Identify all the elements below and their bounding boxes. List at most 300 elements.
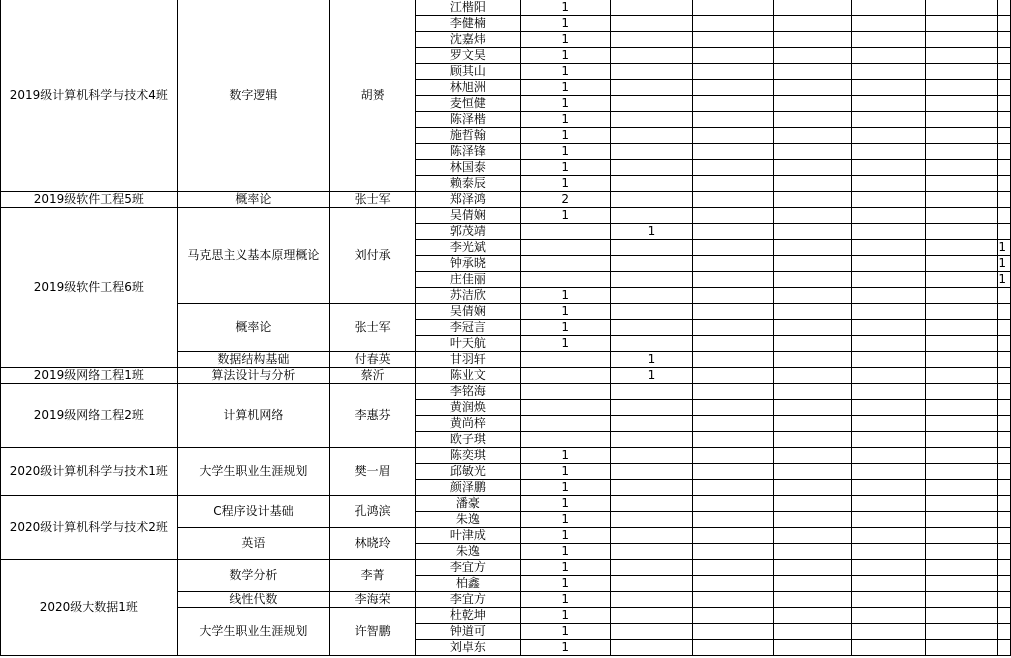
class-cell[interactable]: 2019级网络工程1班 bbox=[1, 368, 178, 384]
count-cell[interactable] bbox=[693, 480, 774, 496]
count-cell[interactable]: 1 bbox=[520, 304, 610, 320]
student-name-cell[interactable]: 叶天航 bbox=[416, 336, 520, 352]
count-cell[interactable] bbox=[998, 528, 1011, 544]
count-cell[interactable] bbox=[610, 624, 692, 640]
count-cell[interactable] bbox=[693, 256, 774, 272]
count-cell[interactable] bbox=[925, 64, 997, 80]
count-cell[interactable] bbox=[851, 400, 925, 416]
count-cell[interactable] bbox=[774, 368, 851, 384]
count-cell[interactable] bbox=[610, 608, 692, 624]
count-cell[interactable] bbox=[774, 272, 851, 288]
course-cell[interactable]: 大学生职业生涯规划 bbox=[177, 448, 330, 496]
count-cell[interactable] bbox=[610, 48, 692, 64]
student-name-cell[interactable]: 陈奕琪 bbox=[416, 448, 520, 464]
count-cell[interactable] bbox=[693, 0, 774, 16]
student-name-cell[interactable]: 林旭洲 bbox=[416, 80, 520, 96]
count-cell[interactable] bbox=[610, 400, 692, 416]
count-cell[interactable] bbox=[851, 496, 925, 512]
count-cell[interactable] bbox=[520, 368, 610, 384]
course-cell[interactable]: 线性代数 bbox=[177, 592, 330, 608]
count-cell[interactable] bbox=[693, 80, 774, 96]
student-name-cell[interactable]: 钟道可 bbox=[416, 624, 520, 640]
class-cell[interactable]: 2020级大数据1班 bbox=[1, 560, 178, 656]
count-cell[interactable] bbox=[693, 96, 774, 112]
count-cell[interactable] bbox=[774, 144, 851, 160]
count-cell[interactable] bbox=[610, 96, 692, 112]
count-cell[interactable] bbox=[998, 544, 1011, 560]
count-cell[interactable] bbox=[774, 176, 851, 192]
count-cell[interactable] bbox=[693, 544, 774, 560]
count-cell[interactable] bbox=[925, 208, 997, 224]
teacher-cell[interactable]: 李菁 bbox=[330, 560, 416, 592]
count-cell[interactable] bbox=[610, 560, 692, 576]
count-cell[interactable] bbox=[998, 320, 1011, 336]
count-cell[interactable] bbox=[925, 128, 997, 144]
count-cell[interactable]: 1 bbox=[520, 208, 610, 224]
count-cell[interactable]: 1 bbox=[998, 256, 1011, 272]
count-cell[interactable] bbox=[774, 16, 851, 32]
count-cell[interactable] bbox=[610, 240, 692, 256]
count-cell[interactable] bbox=[925, 176, 997, 192]
count-cell[interactable] bbox=[925, 272, 997, 288]
count-cell[interactable] bbox=[998, 432, 1011, 448]
count-cell[interactable] bbox=[925, 608, 997, 624]
count-cell[interactable] bbox=[693, 528, 774, 544]
count-cell[interactable] bbox=[693, 304, 774, 320]
count-cell[interactable] bbox=[774, 64, 851, 80]
course-cell[interactable]: 数学分析 bbox=[177, 560, 330, 592]
count-cell[interactable] bbox=[851, 432, 925, 448]
count-cell[interactable] bbox=[693, 608, 774, 624]
class-cell[interactable]: 2019级软件工程5班 bbox=[1, 192, 178, 208]
count-cell[interactable] bbox=[925, 16, 997, 32]
count-cell[interactable] bbox=[925, 464, 997, 480]
student-name-cell[interactable]: 李健楠 bbox=[416, 16, 520, 32]
student-name-cell[interactable]: 甘羽轩 bbox=[416, 352, 520, 368]
count-cell[interactable]: 1 bbox=[520, 144, 610, 160]
count-cell[interactable] bbox=[774, 80, 851, 96]
count-cell[interactable] bbox=[851, 208, 925, 224]
count-cell[interactable] bbox=[774, 128, 851, 144]
count-cell[interactable]: 1 bbox=[520, 32, 610, 48]
count-cell[interactable]: 1 bbox=[520, 640, 610, 656]
student-name-cell[interactable]: 苏洁欣 bbox=[416, 288, 520, 304]
count-cell[interactable] bbox=[925, 336, 997, 352]
count-cell[interactable] bbox=[774, 432, 851, 448]
count-cell[interactable] bbox=[998, 352, 1011, 368]
count-cell[interactable] bbox=[774, 560, 851, 576]
count-cell[interactable] bbox=[774, 400, 851, 416]
count-cell[interactable] bbox=[774, 288, 851, 304]
count-cell[interactable] bbox=[851, 240, 925, 256]
student-name-cell[interactable]: 庄佳丽 bbox=[416, 272, 520, 288]
student-name-cell[interactable]: 潘豪 bbox=[416, 496, 520, 512]
student-name-cell[interactable]: 陈业文 bbox=[416, 368, 520, 384]
count-cell[interactable] bbox=[925, 0, 997, 16]
count-cell[interactable] bbox=[925, 416, 997, 432]
count-cell[interactable] bbox=[851, 144, 925, 160]
count-cell[interactable] bbox=[851, 48, 925, 64]
count-cell[interactable] bbox=[998, 400, 1011, 416]
count-cell[interactable] bbox=[610, 304, 692, 320]
count-cell[interactable] bbox=[851, 80, 925, 96]
count-cell[interactable] bbox=[520, 240, 610, 256]
count-cell[interactable] bbox=[693, 464, 774, 480]
count-cell[interactable] bbox=[998, 48, 1011, 64]
student-name-cell[interactable]: 刘卓东 bbox=[416, 640, 520, 656]
count-cell[interactable] bbox=[774, 48, 851, 64]
count-cell[interactable] bbox=[851, 256, 925, 272]
count-cell[interactable] bbox=[610, 288, 692, 304]
count-cell[interactable] bbox=[774, 384, 851, 400]
teacher-cell[interactable]: 张士军 bbox=[330, 304, 416, 352]
count-cell[interactable] bbox=[610, 464, 692, 480]
count-cell[interactable] bbox=[998, 64, 1011, 80]
count-cell[interactable] bbox=[925, 592, 997, 608]
count-cell[interactable]: 1 bbox=[520, 48, 610, 64]
count-cell[interactable] bbox=[520, 272, 610, 288]
count-cell[interactable] bbox=[610, 160, 692, 176]
course-cell[interactable]: 算法设计与分析 bbox=[177, 368, 330, 384]
count-cell[interactable] bbox=[520, 224, 610, 240]
count-cell[interactable]: 1 bbox=[520, 320, 610, 336]
count-cell[interactable] bbox=[693, 176, 774, 192]
student-name-cell[interactable]: 江楷阳 bbox=[416, 0, 520, 16]
count-cell[interactable] bbox=[693, 448, 774, 464]
count-cell[interactable] bbox=[520, 352, 610, 368]
count-cell[interactable] bbox=[520, 432, 610, 448]
count-cell[interactable] bbox=[851, 272, 925, 288]
count-cell[interactable] bbox=[693, 576, 774, 592]
course-cell[interactable]: 英语 bbox=[177, 528, 330, 560]
count-cell[interactable] bbox=[610, 336, 692, 352]
count-cell[interactable] bbox=[998, 112, 1011, 128]
count-cell[interactable] bbox=[998, 384, 1011, 400]
count-cell[interactable]: 1 bbox=[520, 288, 610, 304]
count-cell[interactable]: 1 bbox=[520, 128, 610, 144]
student-name-cell[interactable]: 柏鑫 bbox=[416, 576, 520, 592]
count-cell[interactable] bbox=[925, 576, 997, 592]
count-cell[interactable]: 1 bbox=[520, 496, 610, 512]
count-cell[interactable] bbox=[851, 288, 925, 304]
count-cell[interactable]: 2 bbox=[520, 192, 610, 208]
count-cell[interactable] bbox=[851, 128, 925, 144]
count-cell[interactable] bbox=[774, 512, 851, 528]
count-cell[interactable] bbox=[774, 224, 851, 240]
student-name-cell[interactable]: 陈泽楷 bbox=[416, 112, 520, 128]
teacher-cell[interactable]: 孔鸿滨 bbox=[330, 496, 416, 528]
count-cell[interactable] bbox=[774, 256, 851, 272]
teacher-cell[interactable]: 李海荣 bbox=[330, 592, 416, 608]
count-cell[interactable] bbox=[610, 64, 692, 80]
count-cell[interactable] bbox=[998, 624, 1011, 640]
count-cell[interactable] bbox=[851, 576, 925, 592]
count-cell[interactable] bbox=[610, 176, 692, 192]
count-cell[interactable]: 1 bbox=[520, 624, 610, 640]
count-cell[interactable] bbox=[851, 416, 925, 432]
count-cell[interactable]: 1 bbox=[520, 576, 610, 592]
count-cell[interactable] bbox=[851, 160, 925, 176]
student-name-cell[interactable]: 顾其山 bbox=[416, 64, 520, 80]
count-cell[interactable] bbox=[851, 96, 925, 112]
count-cell[interactable] bbox=[693, 432, 774, 448]
count-cell[interactable] bbox=[998, 80, 1011, 96]
teacher-cell[interactable]: 胡赟 bbox=[330, 0, 416, 192]
student-name-cell[interactable]: 麦恒健 bbox=[416, 96, 520, 112]
count-cell[interactable] bbox=[610, 192, 692, 208]
student-name-cell[interactable]: 李铭海 bbox=[416, 384, 520, 400]
count-cell[interactable] bbox=[693, 384, 774, 400]
count-cell[interactable] bbox=[610, 416, 692, 432]
count-cell[interactable] bbox=[998, 288, 1011, 304]
count-cell[interactable] bbox=[610, 16, 692, 32]
count-cell[interactable] bbox=[610, 640, 692, 656]
student-name-cell[interactable]: 施哲翰 bbox=[416, 128, 520, 144]
count-cell[interactable] bbox=[925, 368, 997, 384]
count-cell[interactable] bbox=[851, 448, 925, 464]
count-cell[interactable] bbox=[851, 304, 925, 320]
count-cell[interactable] bbox=[693, 320, 774, 336]
count-cell[interactable] bbox=[925, 512, 997, 528]
count-cell[interactable] bbox=[693, 416, 774, 432]
count-cell[interactable] bbox=[774, 208, 851, 224]
count-cell[interactable] bbox=[851, 112, 925, 128]
student-name-cell[interactable]: 罗文昊 bbox=[416, 48, 520, 64]
count-cell[interactable] bbox=[610, 112, 692, 128]
count-cell[interactable] bbox=[851, 176, 925, 192]
count-cell[interactable] bbox=[998, 368, 1011, 384]
count-cell[interactable] bbox=[774, 464, 851, 480]
count-cell[interactable] bbox=[851, 512, 925, 528]
count-cell[interactable] bbox=[693, 240, 774, 256]
count-cell[interactable] bbox=[610, 432, 692, 448]
count-cell[interactable] bbox=[925, 48, 997, 64]
count-cell[interactable] bbox=[998, 480, 1011, 496]
count-cell[interactable]: 1 bbox=[520, 0, 610, 16]
count-cell[interactable] bbox=[693, 272, 774, 288]
student-name-cell[interactable]: 钟承晓 bbox=[416, 256, 520, 272]
count-cell[interactable] bbox=[774, 576, 851, 592]
count-cell[interactable] bbox=[520, 400, 610, 416]
count-cell[interactable] bbox=[998, 160, 1011, 176]
count-cell[interactable] bbox=[998, 512, 1011, 528]
count-cell[interactable] bbox=[610, 496, 692, 512]
count-cell[interactable] bbox=[998, 144, 1011, 160]
count-cell[interactable] bbox=[925, 144, 997, 160]
count-cell[interactable] bbox=[610, 512, 692, 528]
student-name-cell[interactable]: 颜泽鹏 bbox=[416, 480, 520, 496]
count-cell[interactable] bbox=[693, 592, 774, 608]
count-cell[interactable] bbox=[774, 304, 851, 320]
student-name-cell[interactable]: 吴倩娴 bbox=[416, 304, 520, 320]
count-cell[interactable] bbox=[851, 528, 925, 544]
count-cell[interactable] bbox=[610, 80, 692, 96]
count-cell[interactable] bbox=[774, 544, 851, 560]
count-cell[interactable] bbox=[693, 208, 774, 224]
count-cell[interactable] bbox=[610, 272, 692, 288]
count-cell[interactable] bbox=[998, 608, 1011, 624]
count-cell[interactable] bbox=[610, 32, 692, 48]
count-cell[interactable]: 1 bbox=[520, 448, 610, 464]
count-cell[interactable]: 1 bbox=[520, 512, 610, 528]
count-cell[interactable] bbox=[998, 0, 1011, 16]
count-cell[interactable] bbox=[925, 192, 997, 208]
count-cell[interactable] bbox=[693, 640, 774, 656]
count-cell[interactable]: 1 bbox=[520, 608, 610, 624]
count-cell[interactable] bbox=[925, 496, 997, 512]
class-cell[interactable]: 2019级软件工程6班 bbox=[1, 208, 178, 368]
count-cell[interactable] bbox=[851, 560, 925, 576]
count-cell[interactable] bbox=[774, 160, 851, 176]
count-cell[interactable] bbox=[610, 592, 692, 608]
teacher-cell[interactable]: 许智鹏 bbox=[330, 608, 416, 656]
count-cell[interactable]: 1 bbox=[520, 64, 610, 80]
count-cell[interactable] bbox=[693, 368, 774, 384]
class-cell[interactable]: 2019级计算机科学与技术4班 bbox=[1, 0, 178, 192]
count-cell[interactable] bbox=[998, 32, 1011, 48]
count-cell[interactable] bbox=[774, 192, 851, 208]
count-cell[interactable]: 1 bbox=[520, 528, 610, 544]
count-cell[interactable] bbox=[851, 592, 925, 608]
count-cell[interactable] bbox=[998, 640, 1011, 656]
count-cell[interactable] bbox=[851, 624, 925, 640]
count-cell[interactable] bbox=[851, 224, 925, 240]
student-name-cell[interactable]: 叶津成 bbox=[416, 528, 520, 544]
count-cell[interactable] bbox=[851, 16, 925, 32]
count-cell[interactable]: 1 bbox=[610, 352, 692, 368]
student-name-cell[interactable]: 李冠言 bbox=[416, 320, 520, 336]
count-cell[interactable] bbox=[774, 448, 851, 464]
count-cell[interactable] bbox=[998, 592, 1011, 608]
course-cell[interactable]: 计算机网络 bbox=[177, 384, 330, 448]
count-cell[interactable] bbox=[925, 256, 997, 272]
count-cell[interactable] bbox=[693, 192, 774, 208]
count-cell[interactable] bbox=[774, 320, 851, 336]
count-cell[interactable] bbox=[925, 288, 997, 304]
count-cell[interactable] bbox=[925, 32, 997, 48]
count-cell[interactable] bbox=[851, 32, 925, 48]
count-cell[interactable] bbox=[851, 480, 925, 496]
count-cell[interactable] bbox=[925, 96, 997, 112]
count-cell[interactable] bbox=[693, 288, 774, 304]
count-cell[interactable] bbox=[925, 528, 997, 544]
count-cell[interactable] bbox=[774, 592, 851, 608]
count-cell[interactable] bbox=[610, 256, 692, 272]
count-cell[interactable] bbox=[998, 448, 1011, 464]
course-cell[interactable]: 数字逻辑 bbox=[177, 0, 330, 192]
count-cell[interactable] bbox=[610, 528, 692, 544]
student-name-cell[interactable]: 李宜方 bbox=[416, 592, 520, 608]
count-cell[interactable] bbox=[851, 544, 925, 560]
count-cell[interactable] bbox=[774, 640, 851, 656]
count-cell[interactable] bbox=[774, 496, 851, 512]
student-name-cell[interactable]: 黄润焕 bbox=[416, 400, 520, 416]
count-cell[interactable]: 1 bbox=[998, 272, 1011, 288]
count-cell[interactable]: 1 bbox=[520, 160, 610, 176]
count-cell[interactable]: 1 bbox=[520, 592, 610, 608]
count-cell[interactable]: 1 bbox=[520, 336, 610, 352]
student-name-cell[interactable]: 郑泽鸿 bbox=[416, 192, 520, 208]
count-cell[interactable] bbox=[925, 432, 997, 448]
course-cell[interactable]: 大学生职业生涯规划 bbox=[177, 608, 330, 656]
count-cell[interactable] bbox=[925, 400, 997, 416]
student-name-cell[interactable]: 沈嘉炜 bbox=[416, 32, 520, 48]
class-cell[interactable]: 2020级计算机科学与技术1班 bbox=[1, 448, 178, 496]
student-name-cell[interactable]: 陈泽锋 bbox=[416, 144, 520, 160]
count-cell[interactable] bbox=[851, 384, 925, 400]
count-cell[interactable] bbox=[925, 448, 997, 464]
count-cell[interactable] bbox=[693, 224, 774, 240]
count-cell[interactable] bbox=[520, 384, 610, 400]
count-cell[interactable] bbox=[693, 32, 774, 48]
count-cell[interactable] bbox=[925, 80, 997, 96]
count-cell[interactable] bbox=[998, 224, 1011, 240]
count-cell[interactable] bbox=[774, 608, 851, 624]
count-cell[interactable] bbox=[693, 128, 774, 144]
course-cell[interactable]: C程序设计基础 bbox=[177, 496, 330, 528]
count-cell[interactable]: 1 bbox=[520, 96, 610, 112]
course-cell[interactable]: 马克思主义基本原理概论 bbox=[177, 208, 330, 304]
count-cell[interactable] bbox=[998, 416, 1011, 432]
count-cell[interactable] bbox=[693, 16, 774, 32]
count-cell[interactable] bbox=[520, 256, 610, 272]
count-cell[interactable] bbox=[774, 416, 851, 432]
count-cell[interactable] bbox=[851, 464, 925, 480]
class-cell[interactable]: 2020级计算机科学与技术2班 bbox=[1, 496, 178, 560]
count-cell[interactable] bbox=[998, 128, 1011, 144]
count-cell[interactable]: 1 bbox=[520, 176, 610, 192]
count-cell[interactable]: 1 bbox=[520, 80, 610, 96]
count-cell[interactable] bbox=[925, 304, 997, 320]
teacher-cell[interactable]: 张士军 bbox=[330, 192, 416, 208]
count-cell[interactable] bbox=[610, 0, 692, 16]
count-cell[interactable] bbox=[774, 240, 851, 256]
count-cell[interactable] bbox=[693, 624, 774, 640]
count-cell[interactable]: 1 bbox=[520, 560, 610, 576]
course-cell[interactable]: 数据结构基础 bbox=[177, 352, 330, 368]
count-cell[interactable] bbox=[774, 480, 851, 496]
count-cell[interactable] bbox=[925, 480, 997, 496]
count-cell[interactable] bbox=[693, 64, 774, 80]
count-cell[interactable] bbox=[925, 224, 997, 240]
count-cell[interactable] bbox=[998, 208, 1011, 224]
count-cell[interactable] bbox=[610, 144, 692, 160]
count-cell[interactable]: 1 bbox=[520, 544, 610, 560]
student-name-cell[interactable]: 林国泰 bbox=[416, 160, 520, 176]
count-cell[interactable] bbox=[925, 544, 997, 560]
count-cell[interactable] bbox=[851, 64, 925, 80]
count-cell[interactable] bbox=[925, 352, 997, 368]
count-cell[interactable] bbox=[774, 624, 851, 640]
count-cell[interactable] bbox=[851, 0, 925, 16]
count-cell[interactable] bbox=[851, 352, 925, 368]
count-cell[interactable] bbox=[693, 112, 774, 128]
count-cell[interactable] bbox=[610, 480, 692, 496]
count-cell[interactable] bbox=[693, 512, 774, 528]
count-cell[interactable]: 1 bbox=[520, 464, 610, 480]
student-name-cell[interactable]: 赖泰辰 bbox=[416, 176, 520, 192]
count-cell[interactable] bbox=[774, 32, 851, 48]
count-cell[interactable] bbox=[851, 608, 925, 624]
count-cell[interactable] bbox=[610, 320, 692, 336]
count-cell[interactable] bbox=[693, 336, 774, 352]
count-cell[interactable] bbox=[610, 128, 692, 144]
count-cell[interactable] bbox=[693, 400, 774, 416]
student-name-cell[interactable]: 李宜方 bbox=[416, 560, 520, 576]
count-cell[interactable]: 1 bbox=[610, 224, 692, 240]
count-cell[interactable] bbox=[774, 112, 851, 128]
count-cell[interactable] bbox=[998, 464, 1011, 480]
